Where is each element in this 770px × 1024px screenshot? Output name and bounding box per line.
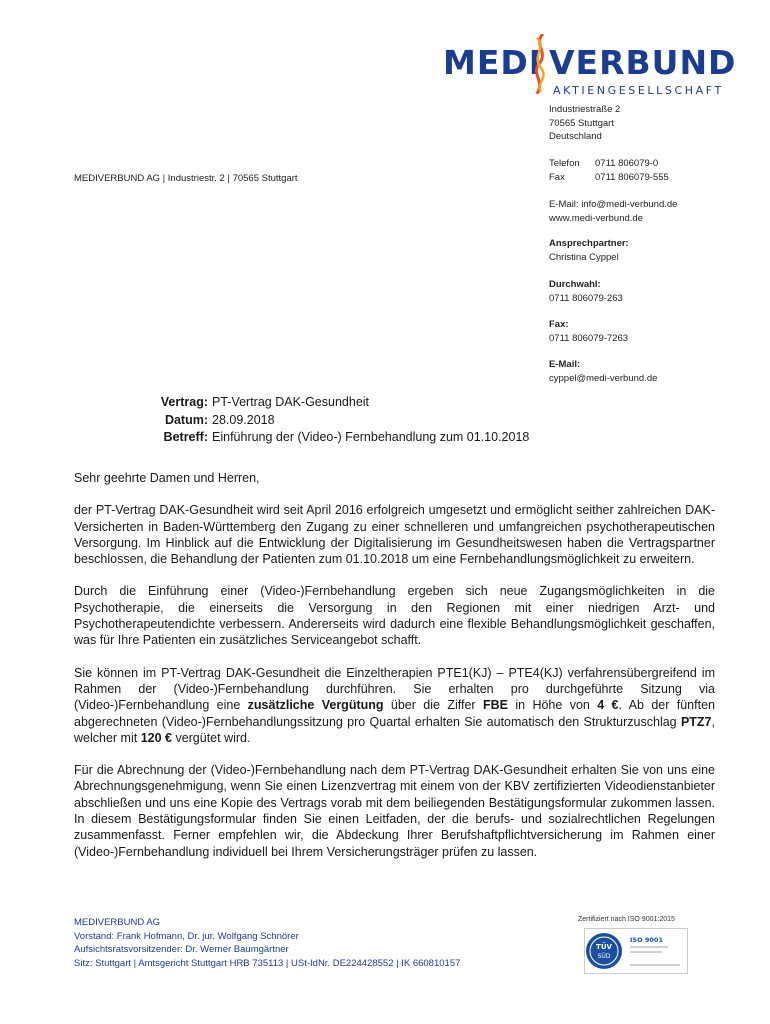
- salutation: Sehr geehrte Damen und Herren,: [74, 471, 260, 485]
- company-online-block: [549, 198, 677, 225]
- datum-value: 28.09.2018: [212, 412, 275, 427]
- betreff-value: Einführung der (Video-) Fernbehandlung zum 01.10.2018: [212, 430, 530, 444]
- subject-block: [150, 394, 529, 447]
- tuv-certificate-seal: [584, 928, 688, 974]
- paragraph-2: Durch die Einführung einer (Video-)Fernbehandlung ergeben sich neue Zugangsmöglichkeiten in die Psychotherapie, die einerseits die Versorgung in den Regionen mit einer niedrigen Arzt- und Psychotherapeutendichte verbessern. Andererseits wird dadurch eine flexible Behandlungsmöglichkeit geschaffen, was für Ihre Patienten ein zusätzliches Serviceangebot schafft.: [74, 584, 715, 648]
- paragraph-1: der PT-Vertrag DAK-Gesundheit wird seit April 2016 erfolgreich umgesetzt und ermöglicht seither zahlreichen DAK-Versicherten in Baden-Württemberg den Zugang zu einer schnelleren und umfangreichen psychotherapeutischen Versorgung. Im Hinblick auf die Entwicklung der Digitalisierung im Gesundheitswesen haben die Vertragspartner beschlossen, die Behandlung der Patienten zum 01.10.2018 um eine Fernbehandlungsmöglichkeit zu erweitern.: [74, 503, 715, 567]
- p3-bold-120: 120 €: [140, 730, 172, 745]
- p3-text-i: , welcher mit: [74, 714, 715, 745]
- p3-text-g: . Ab der fünften abgerechneten (Video-)Fernbehandlungssitzung pro Quartal erhalten Sie automatisch den Strukturzuschlag: [74, 698, 715, 729]
- p3-text-c: über die Ziffer: [383, 698, 483, 713]
- phone-number: 0711 806079-0: [595, 158, 659, 169]
- p3-text-e: in Höhe von: [507, 698, 598, 713]
- contact-direct-block: [549, 278, 623, 305]
- iso-text: ISO 9001: [630, 936, 663, 944]
- contact-fax-block: [549, 318, 628, 345]
- address-street: Industriestraße 2: [549, 104, 621, 115]
- address-country: Deutschland: [549, 131, 602, 142]
- contact-fax-label: Fax:: [549, 319, 569, 330]
- footer-board: Vorstand: Frank Hofmann, Dr. jur. Wolfgang Schnörer: [74, 930, 299, 942]
- logo-word-verbund: VERBUND: [549, 43, 737, 82]
- contact-email-block: [549, 358, 657, 385]
- p3-bold-amount: 4 €: [597, 698, 619, 713]
- letter-body: [74, 470, 715, 876]
- paragraph-3: [74, 665, 715, 746]
- tuv-bottom-text: SÜD: [597, 953, 611, 960]
- p3-bold-verguetung: zusätzliche Vergütung: [247, 698, 384, 713]
- datum-label: Datum:: [164, 412, 208, 427]
- letter-footer: [74, 916, 460, 970]
- contact-email-address[interactable]: cyppel@medi-verbund.de: [549, 372, 658, 384]
- p3-bold-ptz7: PTZ7: [680, 714, 712, 729]
- footer-chair: Aufsichtsratsvorsitzender: Dr. Werner Baumgärtner: [74, 944, 289, 955]
- company-phone-block: [549, 157, 669, 184]
- contact-fax-number: 0711 806079-7263: [549, 332, 629, 344]
- footer-seat: Sitz: Stuttgart | Amtsgericht Stuttgart HRB 735113 | USt-IdNr. DE224428552 | IK 660810157: [74, 957, 461, 969]
- vertrag-label: Vertrag:: [160, 395, 208, 409]
- p3-text-a: Sie können im PT-Vertrag DAK-Gesundheit die Einzeltherapien PTE1(KJ) – PTE4(KJ) verfahrensübergreifend im Rahmen der (Video-)Fernbehandlung durchführen. Sie erhalten pro durchgeführte Sitzung via (Video-)Fernbehandlung eine: [74, 665, 715, 713]
- company-logo: [443, 34, 737, 104]
- vertrag-value: PT-Vertrag DAK-Gesundheit: [212, 395, 370, 409]
- paragraph-4: Für die Abrechnung der (Video-)Fernbehandlung nach dem PT-Vertrag DAK-Gesundheit erhalten Sie von uns eine Abrechnungsgenehmigung, wenn Sie einen Lizenzvertrag mit einem von der KBV zertifizierten Videodienstanbieter abschließen und uns eine Kopie des Vertrags vorab mit dem beiliegenden Bestätigungsformular zukommen lassen. In diesem Bestätigungsformular finden Sie einen Leitfaden, der die berufs- und sozialrechtlichen Regelungen zusammenfasst. Ferner empfehlen wir, die Abdeckung Ihrer Berufshaftpflichtversicherung im Rahmen einer (Video-)Fernbehandlung individuell bei Ihrem Versicherungsträger prüfen zu lassen.: [74, 763, 715, 859]
- fax-label: Fax: [549, 171, 565, 183]
- fax-number: 0711 806079-555: [595, 171, 669, 183]
- company-address: [549, 103, 620, 144]
- logo-word-medi: MEDI: [443, 43, 543, 82]
- contact-direct-label: Durchwahl:: [549, 279, 601, 290]
- contact-person-name: Christina Cyppel: [549, 251, 619, 263]
- contact-person-block: [549, 237, 629, 264]
- logo-subtitle: AKTIENGESELLSCHAFT: [553, 84, 724, 97]
- tuv-top-text: TÜV: [596, 943, 612, 951]
- p3-bold-fbe: FBE: [482, 698, 508, 713]
- footer-company: MEDIVERBUND AG: [74, 917, 161, 928]
- contact-email-label: E-Mail:: [549, 359, 581, 370]
- p3-text-k: vergütet wird.: [171, 730, 251, 745]
- company-website[interactable]: www.medi-verbund.de: [549, 212, 643, 224]
- betreff-label: Betreff:: [163, 430, 208, 444]
- sender-return-line: MEDIVERBUND AG | Industriestr. 2 | 70565 Stuttgart: [74, 173, 298, 184]
- contact-person-label: Ansprechpartner:: [549, 238, 629, 249]
- contact-direct-number: 0711 806079-263: [549, 292, 623, 304]
- address-city: 70565 Stuttgart: [549, 117, 614, 129]
- certification-label: Zertifiziert nach ISO 9001:2015: [578, 916, 675, 923]
- phone-label: Telefon: [549, 158, 580, 169]
- company-email[interactable]: E-Mail: info@medi-verbund.de: [549, 199, 678, 210]
